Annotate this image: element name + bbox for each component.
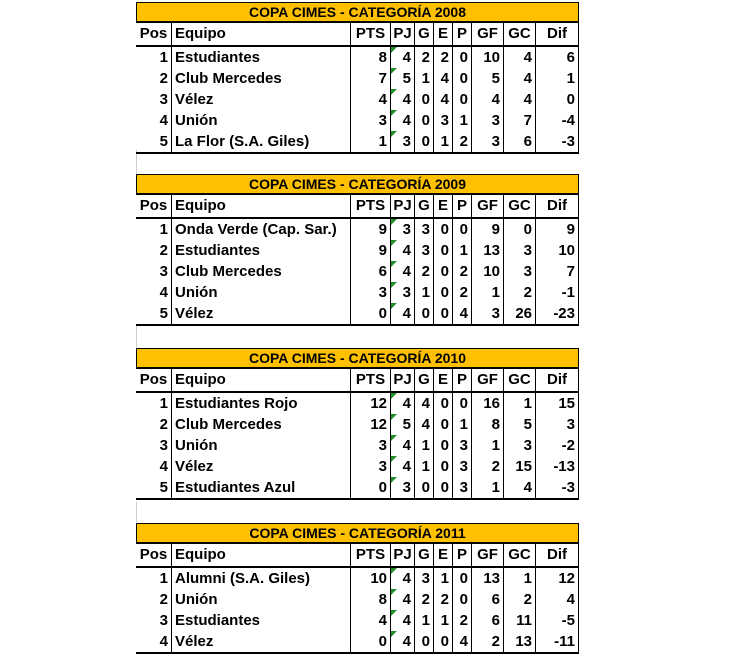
table-title: COPA CIMES - CATEGORÍA 2008	[136, 2, 579, 23]
standings-table	[136, 2, 579, 154]
sheet-gridline	[136, 326, 137, 348]
table-title: COPA CIMES - CATEGORÍA 2009	[136, 174, 579, 195]
standings-grid	[136, 544, 579, 654]
standings-table	[136, 348, 579, 500]
standings-table	[136, 523, 579, 654]
table-title: COPA CIMES - CATEGORÍA 2011	[136, 523, 579, 544]
standings-grid	[136, 369, 579, 500]
standings-grid	[136, 23, 579, 154]
sheet-gridline	[136, 502, 137, 523]
table-title: COPA CIMES - CATEGORÍA 2010	[136, 348, 579, 369]
standings-grid	[136, 195, 579, 326]
standings-table	[136, 174, 579, 326]
